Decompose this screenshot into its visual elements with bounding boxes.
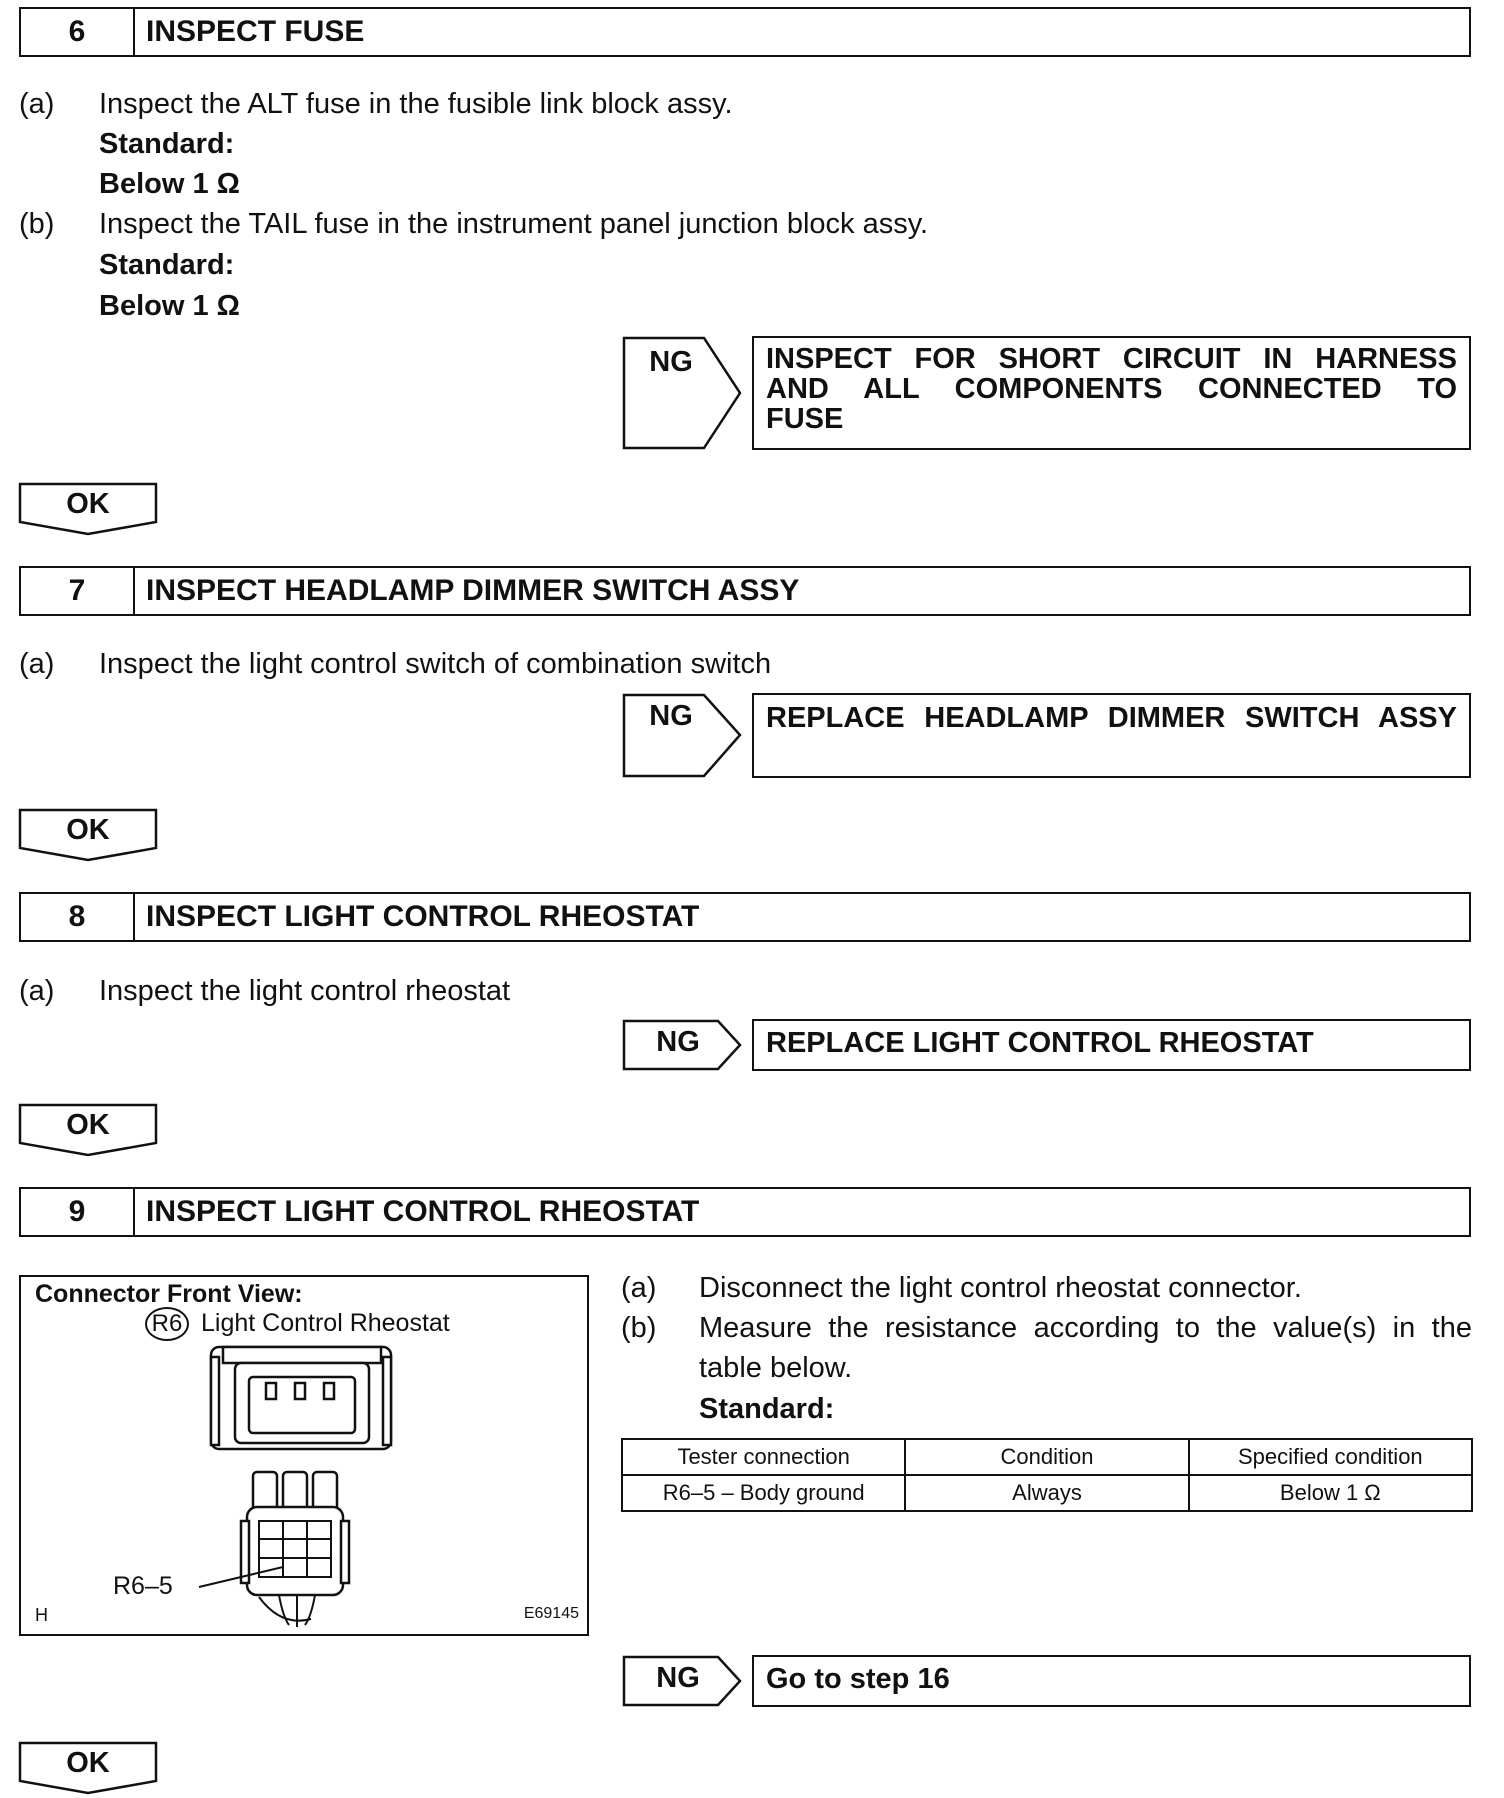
spec-table [621, 1438, 1473, 1512]
table-cell: Below 1 Ω [1189, 1475, 1472, 1511]
step-number: 6 [21, 9, 135, 55]
item-text-b-cont: table below. [699, 1352, 853, 1384]
ng-result-line: INSPECT FOR SHORT CIRCUIT IN HARNESS [766, 343, 1457, 375]
ok-label: OK [66, 1747, 110, 1779]
figure-heading: Connector Front View: [35, 1280, 303, 1308]
pin-label: R6–5 [113, 1572, 173, 1600]
item-text-a: Inspect the ALT fuse in the fusible link block assy. [99, 88, 733, 120]
ng-label: NG [649, 700, 693, 732]
ng-arrow [622, 1019, 746, 1071]
ng-result-text: REPLACE LIGHT CONTROL RHEOSTAT [766, 1027, 1314, 1059]
ok-arrow [18, 482, 158, 536]
item-text-a: Inspect the light control switch of combination switch [99, 648, 772, 680]
connector-name: Light Control Rheostat [201, 1309, 450, 1337]
step-title: INSPECT HEADLAMP DIMMER SWITCH ASSY [146, 574, 800, 607]
ok-arrow [18, 1103, 158, 1157]
table-header: Condition [905, 1439, 1188, 1475]
connector-code-badge: R6 [145, 1307, 189, 1341]
ng-result-text: Go to step 16 [766, 1663, 950, 1695]
ng-result-line: FUSE [766, 403, 844, 435]
step-number: 9 [21, 1189, 135, 1235]
step-number: 8 [21, 894, 135, 940]
ok-label: OK [66, 814, 110, 846]
standard-value: Below 1 Ω [99, 290, 240, 322]
item-label-a: (a) [19, 975, 55, 1007]
table-header: Specified condition [1189, 1439, 1472, 1475]
ng-label: NG [649, 346, 693, 378]
step-number: 7 [21, 568, 135, 614]
ng-result-line: AND ALL COMPONENTS CONNECTED TO [766, 373, 1457, 405]
step-title: INSPECT LIGHT CONTROL RHEOSTAT [146, 1195, 700, 1228]
step-9-header [19, 1187, 1471, 1237]
item-label-a: (a) [19, 648, 55, 680]
standard-label: Standard: [699, 1393, 835, 1425]
table-header: Tester connection [622, 1439, 905, 1475]
item-text-a: Inspect the light control rheostat [99, 975, 511, 1007]
step-title: INSPECT LIGHT CONTROL RHEOSTAT [146, 900, 700, 933]
item-label-a: (a) [19, 88, 55, 120]
connector-drawing [21, 1277, 586, 1633]
step-6-header [19, 7, 1471, 57]
item-label-b: (b) [19, 208, 55, 240]
ng-label: NG [656, 1026, 700, 1058]
figure-id: E69145 [523, 1605, 579, 1622]
item-text-b: Inspect the TAIL fuse in the instrument panel junction block assy. [99, 208, 929, 240]
step-8-header [19, 892, 1471, 942]
table-cell: R6–5 – Body ground [622, 1475, 905, 1511]
step-7-header [19, 566, 1471, 616]
ng-arrow [622, 336, 746, 450]
item-label-a: (a) [621, 1272, 657, 1304]
ok-arrow [18, 1741, 158, 1795]
ok-arrow [18, 808, 158, 862]
item-text-b: Measure the resistance according to the value(s) in the [699, 1312, 1472, 1344]
ok-label: OK [66, 1109, 110, 1141]
ng-arrow [622, 693, 746, 778]
item-label-b: (b) [621, 1312, 657, 1344]
ng-result-box [752, 693, 1471, 778]
table-cell: Always [905, 1475, 1188, 1511]
standard-value: Below 1 Ω [99, 168, 240, 200]
table-header-row [622, 1439, 1472, 1475]
ng-result-box [752, 336, 1471, 450]
ng-arrow [622, 1655, 746, 1707]
table-row [622, 1475, 1472, 1511]
ng-result-box [752, 1655, 1471, 1707]
ng-label: NG [656, 1662, 700, 1694]
ok-label: OK [66, 488, 110, 520]
step-title: INSPECT FUSE [146, 15, 365, 48]
connector-figure [19, 1275, 589, 1636]
item-text-a: Disconnect the light control rheostat connector. [699, 1272, 1302, 1304]
standard-label: Standard: [99, 128, 235, 160]
ng-result-box [752, 1019, 1471, 1071]
ng-result-text: REPLACE HEADLAMP DIMMER SWITCH ASSY [766, 702, 1457, 734]
standard-label: Standard: [99, 249, 235, 281]
figure-corner-left: H [35, 1605, 48, 1625]
